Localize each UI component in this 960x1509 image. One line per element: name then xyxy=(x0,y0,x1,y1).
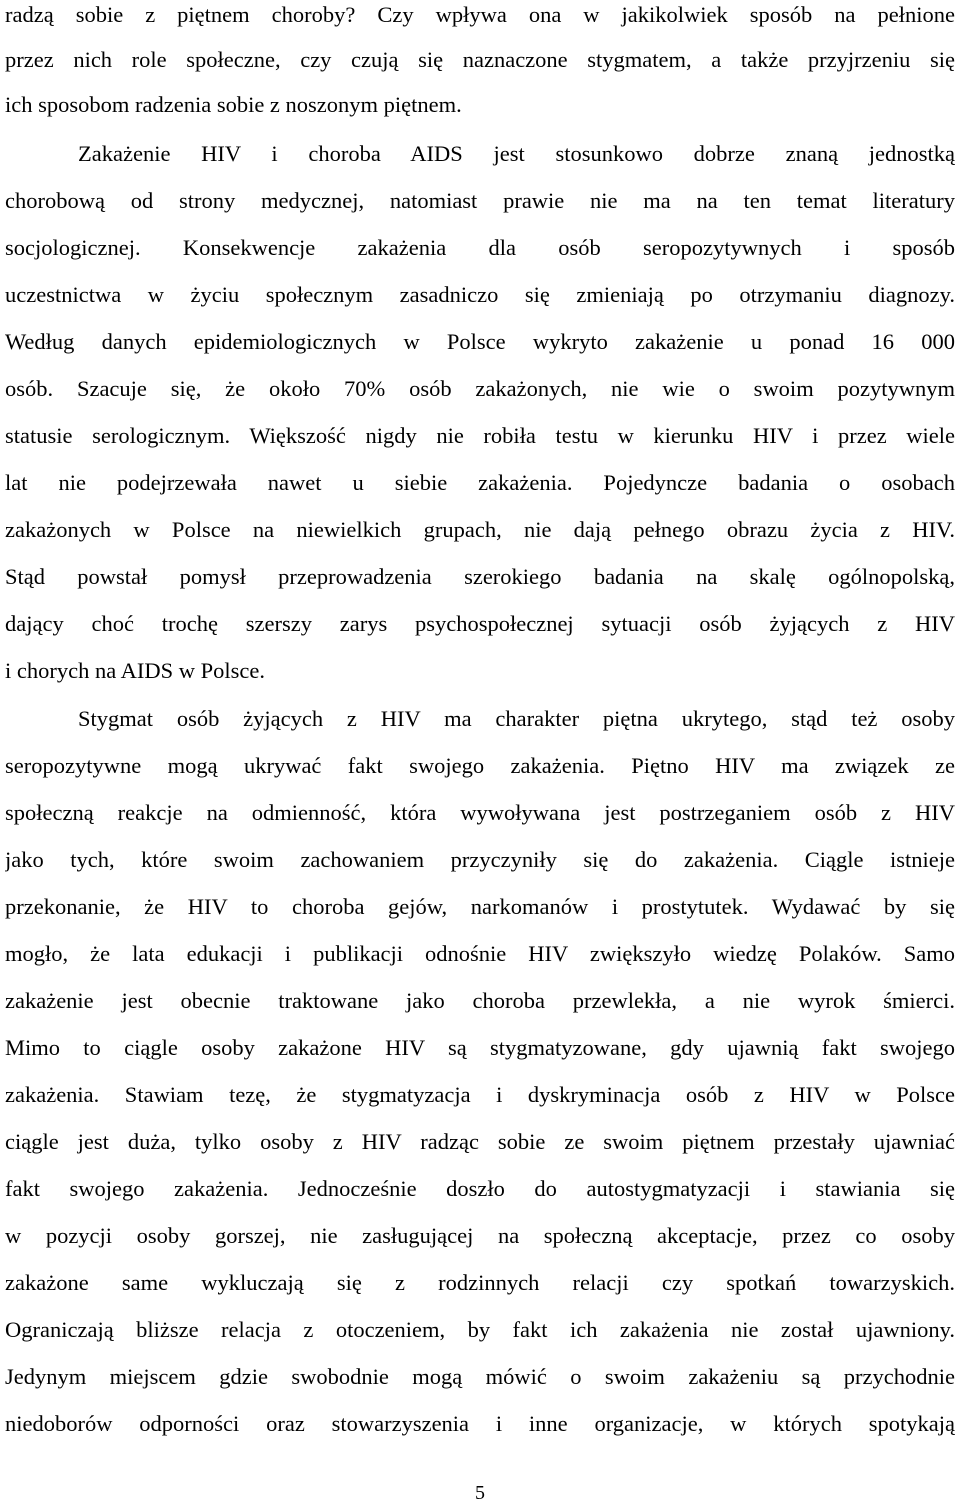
text-line: seropozytywne mogą ukrywać fakt swojego zakażenia. Piętno HIV ma związek ze xyxy=(5,753,955,778)
text-line: niedoborów odporności oraz stowarzyszenia i inne organizacje, w których spotykają xyxy=(5,1411,955,1436)
text-line: Jedynym miejscem gdzie swobodnie mogą mówić o swoim zakażeniu są przychodnie xyxy=(5,1364,955,1389)
text-line: zakażenia. Stawiam tezę, że stygmatyzacja i dyskryminacja osób z HIV w Polsce xyxy=(5,1082,955,1107)
text-line: ciągle jest duża, tylko osoby z HIV radząc sobie ze swoim piętnem przestały ujawniać xyxy=(5,1129,955,1154)
text-line: Według danych epidemiologicznych w Polsce wykryto zakażenie u ponad 16 000 xyxy=(5,329,955,354)
text-line: społeczną reakcje na odmienność, która wywoływana jest postrzeganiem osób z HIV xyxy=(5,800,955,825)
text-line: Stąd powstał pomysł przeprowadzenia szerokiego badania na skalę ogólnopolską, xyxy=(5,564,955,589)
text-line: socjologicznej. Konsekwencje zakażenia dla osób seropozytywnych i sposób xyxy=(5,235,955,260)
text-line: Mimo to ciągle osoby zakażone HIV są stygmatyzowane, gdy ujawnią fakt swojego xyxy=(5,1035,955,1060)
text-line: zakażonych w Polsce na niewielkich grupach, nie dają pełnego obrazu życia z HIV. xyxy=(5,517,955,542)
text-line: w pozycji osoby gorszej, nie zasługującej na społeczną akceptacje, przez co osoby xyxy=(5,1223,955,1248)
text-line: fakt swojego zakażenia. Jednocześnie doszło do autostygmatyzacji i stawiania się xyxy=(5,1176,955,1201)
text-line: uczestnictwa w życiu społecznym zasadniczo się zmieniają po otrzymaniu diagnozy. xyxy=(5,282,955,307)
text-line: Zakażenie HIV i choroba AIDS jest stosunkowo dobrze znaną jednostką xyxy=(78,141,955,166)
text-line: zakażenie jest obecnie traktowane jako choroba przewlekła, a nie wyrok śmierci. xyxy=(5,988,955,1013)
text-line: ich sposobom radzenia sobie z noszonym piętnem. xyxy=(5,92,462,117)
text-line: osób. Szacuje się, że około 70% osób zakażonych, nie wie o swoim pozytywnym xyxy=(5,376,955,401)
text-line: przez nich role społeczne, czy czują się naznaczone stygmatem, a także przyjrzeniu się xyxy=(5,47,955,72)
text-line: zakażone same wykluczają się z rodzinnych relacji czy spotkań towarzyskich. xyxy=(5,1270,955,1295)
text-line: jako tych, które swoim zachowaniem przyczyniły się do zakażenia. Ciągle istnieje xyxy=(5,847,955,872)
text-line: przekonanie, że HIV to choroba gejów, narkomanów i prostytutek. Wydawać by się xyxy=(5,894,955,919)
text-line: mogło, że lata edukacji i publikacji odnośnie HIV zwiększyło wiedzę Polaków. Samo xyxy=(5,941,955,966)
text-line: lat nie podejrzewała nawet u siebie zakażenia. Pojedyncze badania o osobach xyxy=(5,470,955,495)
text-line: chorobową od strony medycznej, natomiast prawie nie ma na ten temat literatury xyxy=(5,188,955,213)
text-line: dający choć trochę szerszy zarys psychospołecznej sytuacji osób żyjących z HIV xyxy=(5,611,955,636)
text-line: statusie serologicznym. Większość nigdy nie robiła testu w kierunku HIV i przez wiele xyxy=(5,423,955,448)
text-line: Stygmat osób żyjących z HIV ma charakter piętna ukrytego, stąd też osoby xyxy=(78,706,955,731)
text-line: Ograniczają bliższe relacja z otoczeniem, by fakt ich zakażenia nie został ujawniony. xyxy=(5,1317,955,1342)
page-number: 5 xyxy=(475,1482,485,1504)
text-line: radzą sobie z piętnem choroby? Czy wpływa ona w jakikolwiek sposób na pełnione xyxy=(5,2,955,27)
text-line: i chorych na AIDS w Polsce. xyxy=(5,658,265,683)
